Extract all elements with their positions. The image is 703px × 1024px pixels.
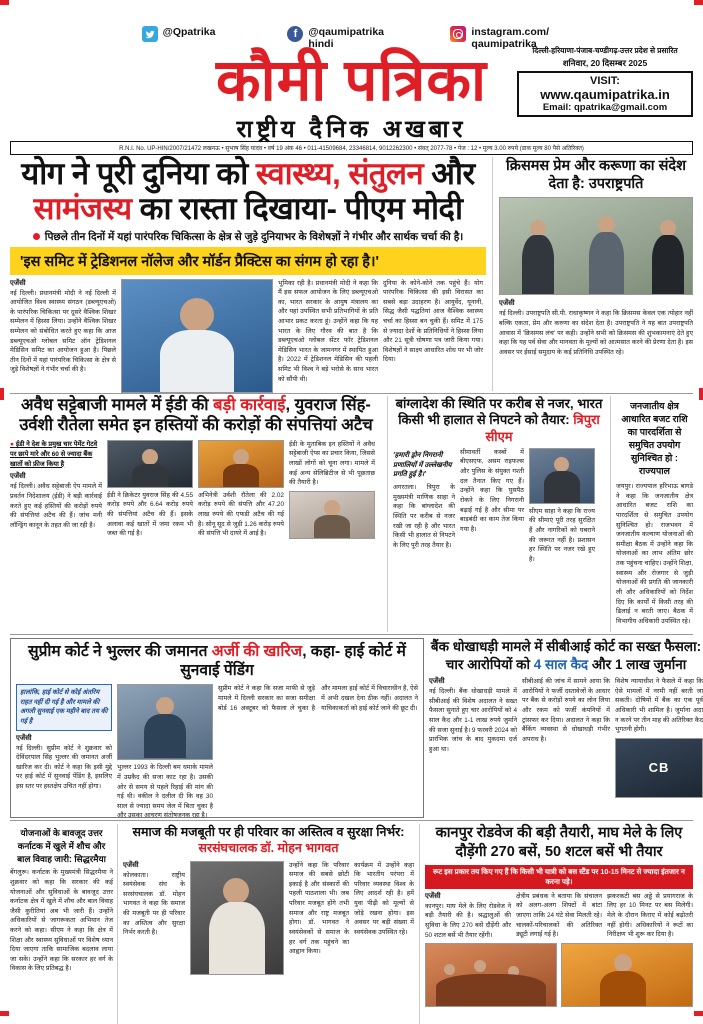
facebook-icon: f [287,26,303,42]
sc-note-box: हालांकि, हाई कोर्ट से कोई अंतरिम राहत नहीं दी गई है और मामले की अगली सुनवाई एक महीने बाद तय की गई है [16,684,112,730]
social-twitter[interactable] [142,26,216,50]
kanpur-column-2 [516,892,602,940]
kanpur-column-3 [607,892,693,940]
vp-headline: क्रिसमस प्रेम और करूणा का संदेश देता है: उपराष्ट्रपति [506,158,686,193]
cbi-body-3: विशेष न्यायाधीश ने फैसले में कहा कि ऐसे मामलों में नरमी नहीं बरती जा सकती। दोषियों में बैंक का एक पूर्व अधिकारी भी शामिल है। जुर्माना अदा न करने पर तीन माह की अतिरिक्त कैद भुगतनी होगी। [615,678,703,734]
bd-body-3: सीएम साहा ने कहा कि राज्य की सीमाएं पूरी तरह सुरक्षित हैं और नागरिकों को घबराने की जरूरत नहीं है। प्रशासन हर स्थिति पर नजर रखे हुए है। [529,507,595,563]
photo-celebrity [198,440,284,488]
main-column-3 [383,279,483,393]
main-columns [10,279,486,393]
kanpur-photos [425,943,693,1007]
byline: एजेंसी [123,861,139,869]
twitter-handle: @Qpatrika [162,26,216,38]
main-body-2: भूमिका रही है। प्रधानमंत्री मोदी ने कहा कि मैं इस सफल आयोजन के लिए डब्ल्यूएचओ का, भारत सरकार के आयुष मंत्रालय का और यहां उपस्थित सभी प्रतिभागियों के प्रति आभार प्रकट करता हूं। उन्होंने कहा कि यह भारत के लिए गौरव की बात है कि डब्ल्यूएचओ ग्लोबल सेंटर फॉर ट्रेडिशनल मेडिसिन भारत के जामनगर में स्थापित हुआ है। 2022 में ट्रेडिशनल मेडिसिन की पहली समिट भी विश्व ने बड़े भरोसे के साथ भारत को सौंपी थी। [278,279,378,383]
bd-body-2: सीमावर्ती कस्बों में बीएसएफ, असम राइफल्स और पुलिस के संयुक्त गश्ती दल तैनात किए गए हैं। उन्होंने कहा कि घुसपैठ रोकने के लिए निगरानी बढ़ाई गई है और सीमा पर बाड़बंदी का काम तेज किया गया है। [460,448,524,533]
story-kanpur-roadways [420,824,693,1024]
twitter-icon [142,26,158,42]
bangladesh-columns [393,448,605,565]
edition-line: दिल्ली-हरियाणा-पंजाब-चण्डीगढ़-उत्तर प्रदेश से प्रसारित [532,46,678,56]
bhagwat-column-1 [123,861,185,975]
website-link[interactable]: www.qaumipatrika.in [540,87,670,103]
photo-yuvraj-singh [107,440,193,488]
print-mark [699,388,703,400]
ed-column-2 [107,440,193,542]
cbi-body-2: सीबीआई की जांच में सामने आया कि आरोपियों ने फर्जी दस्तावेजों के आधार पर बैंक से करोड़ों रुपये का लोन लिया और रकम को फर्जी कंपनियों में ट्रांसफर कर दिया। अदालत ने कहा कि बैंकिंग व्यवस्था से धोखाधड़ी गंभीर अपराध है। [522,678,610,743]
kanpur-columns [425,892,693,940]
sc-columns [16,684,418,821]
cbi-column-1 [429,677,517,798]
ed-body-2: ईडी ने क्रिकेटर युवराज सिंह की 4.55 करोड़ रुपये और 6.64 करोड़ रुपये की संपत्तियां अटैच की हैं। इसके अलावा कई खातों में जमा रकम भी जब्त की गई है। [107,491,193,538]
court-band [0,638,703,818]
print-mark [0,1011,9,1016]
main-headline: योग ने पूरी दुनिया को स्वास्थ्य, संतुलन और सामंजस्य का रास्ता दिखाया- पीएम मोदी [21,156,475,226]
print-mark [694,1011,703,1016]
bullet-dot-icon [33,233,40,240]
sc-body-3: सुप्रीम कोर्ट ने कहा कि सजा माफी से जुड़े मामले में दिल्ली सरकार का सजा समीक्षा बोर्ड 16 अक्टूबर को फैसला ले चुका है और मामला हाई कोर्ट में विचाराधीन है, ऐसे में अभी दखल देना ठीक नहीं। अदालत ने याचिकाकर्ता को हाई कोर्ट जाने की छूट दी। [218,685,418,712]
kanpur-body-3: झकरकटी बस अड्डे से प्रयागराज के लिए हर 10 मिनट पर बस मिलेगी। मेले के दौरान किराए में कोई बढ़ोतरी नहीं होगी। अधिकारियों ने रूटों का निरीक्षण भी शुरू कर दिया है। [607,892,693,939]
karnataka-body: बेंगलुरू। कर्नाटक के मुख्यमंत्री सिद्धरमैया ने शुक्रवार को कहा कि सरकार की कई योजनाओं और सुविधाओं के बावजूद उत्तर कर्नाटक क्षेत्र में खुले में शौच और बाल विवाह जैसी कुरीतियां अब भी जारी हैं। उन्होंने अधिकारियों से जागरूकता अभियान तेज करने को कहा। सीएम ने कहा कि क्षेत्र में शिक्षा और स्वास्थ्य सुविधाओं पर विशेष ध्यान दिया जाएगा ताकि सामाजिक बदलाव लाया जा सके। उन्होंने कहा कि सरकार हर वर्ग के विकास के लिए प्रतिबद्ध है। [10,869,113,973]
ed-headline: अवैध सट्टेबाजी मामले में ईडी की बड़ी कार्रवाई, युवराज सिंह- उर्वशी रौतेला समेत इन हस्तियों की करोड़ों की संपत्तियां अटैच [19,396,373,434]
social-header [0,0,703,52]
story-yoga-pm-modi [10,157,493,391]
kanpur-body-1: कानपुर। माघ मेले के लिए रोडवेज ने बड़ी तैयारी की है। श्रद्धालुओं की सुविधा के लिए 270 बसें दौड़ेंगी और 50 शटल बसें भी तैयार रहेंगी। [425,902,511,939]
main-body-3: दुनिया के कोने-कोने तक पहुंचे हैं। योग पारंपरिक चिकित्सा की इसी विरासत का सबसे बड़ा उदाहरण है। आयुर्वेद, यूनानी, सिद्ध जैसी पद्धतियां आज वैश्विक स्वास्थ्य चर्चा का हिस्सा बन चुकी हैं। समिट में 175 से ज्यादा देशों के प्रतिनिधियों ने हिस्सा लिया और 21 सूत्री घोषणा पत्र जारी किया गया। विशेषज्ञों ने साक्ष्य आधारित शोध पर भी जोर दिया। [383,279,483,364]
bd-quote: 'हमारी ड्रोन निगरानी प्रणालियों में उल्लेखनीय प्रगति हुई है।' [393,451,452,479]
visit-label: VISIT: [590,75,620,88]
print-mark [0,0,9,5]
bd-body-1: अगरतला। त्रिपुरा के मुख्यमंत्री माणिक साहा ने कहा कि बांग्लादेश की स्थिति पर करीब से नजर रखी जा रही है और भारत किसी भी हालात से निपटने के लिए पूरी तरह तैयार है। [393,484,455,549]
sc-column-2 [117,684,213,821]
cbi-body-1: नई दिल्ली। बैंक धोखाधड़ी मामले में सीबीआई की विशेष अदालत ने सख्त फैसला सुनाते हुए चार आरोपियों को 4 साल कैद और 1-1 लाख रुपये जुर्माने की सजा सुनाई है। 9 फरवरी 2024 को प्रारंभिक जांच के बाद मुकदमा दर्ज हुआ था। [429,688,517,753]
story-vp-christmas [493,157,693,391]
kanpur-body-2: क्षेत्रीय प्रबंधक ने बताया कि संचालन को अलग-अलग शिफ्टों में बांटा जाएगा ताकि 24 घंटे सेवा मिलती रहे। चालकों-परिचालकों की अतिरिक्त ड्यूटी लगाई गई है। [516,892,602,939]
karnataka-headline: योजनाओं के बावजूद उत्तर कर्नाटक में खुले में शौच और बाल विवाह जारी: सिद्धरमैया [17,828,106,864]
section-divider [10,634,693,635]
ed-bullet-point: ● ईडी ने देश के प्रमुख चार पेमेंट गेटवे पर छापे मारे और 60 से ज्यादा बैंक खातों को फ्रीज किया है [10,440,102,470]
social-facebook[interactable] [287,26,385,51]
main-quote-strip: 'इस समिट में ट्रेडिशनल नॉलेज और मॉर्डन प्रैक्टिस का संगम हो रहा है।' [10,247,486,275]
paper-subtitle: राष्ट्रीय दैनिक अखबार [236,116,467,144]
byline: एजेंसी [499,300,515,308]
photo-cbi-logo: CB [615,738,703,798]
bhagwat-body-2: उन्होंने कहा कि परिवार समाज की सबसे छोटी इकाई है और संस्कारों की पहली पाठशाला भी। जब परिवार मजबूत होंगे तभी समाज और राष्ट्र मजबूत होगा। डॉ. भागवत ने स्वयंसेवकों से समाज के हर वर्ग तक पहुंचने का आह्वान किया। [289,861,349,956]
cbi-column-3 [615,677,703,798]
section-divider [10,393,693,394]
main-column-2 [278,279,378,393]
photo-urvashi-rautela [289,491,375,539]
kanpur-column-1 [425,892,511,940]
story-karnataka [10,824,118,1024]
byline: एजेंसी [16,734,32,742]
photo-vp-christmas-lunch [499,197,693,295]
ed-columns [10,440,382,542]
ed-body-1: नई दिल्ली। अवैध सट्टेबाजी ऐप मामले में प्रवर्तन निदेशालय (ईडी) ने बड़ी कार्रवाई करते हुए कई हस्तियों की करोड़ों रुपये की संपत्तियां अटैच की हैं। जांच मनी लॉन्ड्रिंग कानून के तहत की जा रही है। [10,483,102,529]
story-supreme-court [10,638,424,818]
byline: एजेंसी [425,892,441,900]
photo-saffron-leader [561,943,693,1007]
rni-line: R.N.I. No. UP-HIN/2007/21472 लखनऊ • सुभाष सिंह यादव • वर्ष 19 अंक 46 • 011-41509684, 23346814, 9012262300 • संवत् 2077-78 • पेज : 12 • मूल्य 3.00 रुपये (डाक मूल्य 80 पैसे अतिरिक्त) [10,141,693,155]
top-band [0,157,703,391]
cbi-column-2 [522,677,610,798]
photo-tripura-cm [529,448,595,504]
story-ed-betting [10,396,388,632]
photo-mohan-bhagwat [190,861,284,975]
governor-body: जयपुर। राज्यपाल हरिभाऊ बागडे ने कहा कि जनजातीय क्षेत्र आधारित बजट राशि का पारदर्शिता से समुचित उपयोग सुनिश्चित हो। राजभवन में जनजातीय कल्याण योजनाओं की समीक्षा बैठक में उन्होंने कहा कि योजनाओं का लाभ अंतिम छोर तक पहुंचना चाहिए। उन्होंने शिक्षा, स्वास्थ्य और रोजगार से जुड़ी योजनाओं की प्रगति की जानकारी ली और अधिकारियों को निर्देश दिए कि कार्यों में किसी तरह की ढिलाई न बरती जाए। बैठक में विभागीय अधिकारी उपस्थित रहे। [616,483,693,625]
vp-body: नई दिल्ली। उपराष्ट्रपति सी.पी. राधाकृष्णन ने कहा कि क्रिसमस केवल एक त्योहार नहीं बल्कि एकता, प्रेम और करुणा का संदेश देता है। उपराष्ट्रपति ने यह बात उपराष्ट्रपति आवास में 'क्रिसमस लंच' पर कही। उन्होंने सभी को क्रिसमस की शुभकामनाएं देते हुए कहा कि यह पर्व सेवा और मानवता के मूल्यों को आत्मसात करने की प्रेरणा देता है। इस अवसर पर ईसाई समुदाय के कई प्रतिनिधि उपस्थित रहे। [499,310,693,356]
governor-headline: जनजातीय क्षेत्र आधारित बजट राशि का पारदर्शिता से समुचित उपयोग सुनिश्चित हो : राज्यपाल [621,401,688,477]
instagram-icon [450,26,466,42]
bangladesh-headline: बांग्लादेश की स्थिति पर करीब से नजर, भारत किसी भी हालात से निपटने को तैयार: त्रिपुरा सीएम [395,396,603,444]
photo-pm-modi [121,279,273,393]
instagram-handle: instagram.com/ qaumipatrika [471,26,550,51]
sc-headline: सुप्रीम कोर्ट ने भुल्लर की जमानत अर्जी की खारिज, कहा- हाई कोर्ट में सुनवाई पेंडिंग [28,643,406,679]
ed-column-1 [10,440,102,542]
print-mark [0,388,4,400]
paper-title: कौमी पत्रिका [216,48,487,114]
bd-column-1 [393,448,455,565]
main-body-1: नई दिल्ली। प्रधानमंत्री मोदी ने नई दिल्ली में आयोजित विश्व स्वास्थ्य संगठन (डब्ल्यूएचओ) के पारंपरिक चिकित्सा पर दूसरे वैश्विक शिखर सम्मेलन में हिस्सा लिया। उन्होंने वैश्विक शिखर सम्मेलन को संबोधित करते हुए कहा कि आज डब्ल्यूएचओ ग्लोबल समिट ऑन ट्रेडिशनल मेडिसिन समिट का आयोजन हुआ है। पिछले तीन दिनों में यहां पारंपरिक चिकित्सा के क्षेत्र से जुड़े विशेषज्ञों ने गंभीर चर्चा की है। [10,289,116,374]
photo-supreme-court [117,684,213,760]
email-link[interactable]: Email: qpatrika@gmail.com [542,102,668,114]
story-bhagwat [118,824,420,1024]
main-subhead: पिछले तीन दिनों में यहां पारंपरिक चिकित्सा के क्षेत्र से जुड़े दुनियाभर के विशेषज्ञों ने गंभीर और सार्थक चर्चा की है। [10,230,486,244]
sc-body-2: भुल्लर 1993 के दिल्ली बम धमाके मामले में उम्रकैद की सजा काट रहा है। उसकी ओर से समय से पहले रिहाई की मांग की गई थी। वकील ने दलील दी कि वह 30 साल से ज्यादा समय जेल में बिता चुका है और उसका आचरण संतोषजनक रहा है। [117,764,213,820]
ed-column-4 [289,440,375,542]
facebook-handle: @qaumipatrika hindi [308,26,385,51]
byline: एजेंसी [429,678,445,686]
byline: एजेंसी [10,279,26,287]
sc-column-1 [16,684,112,821]
kanpur-headline: कानपुर रोडवेज की बड़ी तैयारी, माघ मेले के लिए दौड़ेंगी 270 बसें, 50 शटल बसें भी तैयार [435,825,683,860]
masthead [0,46,703,144]
story-cbi-verdict [429,638,703,818]
bhagwat-columns [123,861,414,975]
main-column-1 [10,279,116,393]
bd-column-2 [460,448,524,565]
date-line: शनिवार, 20 दिसम्बर 2025 [562,58,648,69]
ed-body-3: अभिनेत्री उर्वशी रौतेला की 2.02 करोड़ रुपये की संपत्ति और 47.20 लाख रुपये की एफडी अटैच की गई है। सोनू सूद से जुड़ी 1.26 करोड़ रुपये की संपत्ति भी दायरे में आई है। [198,491,284,538]
story-bangladesh [388,396,611,632]
ed-column-3 [198,440,284,542]
byline: एजेंसी [10,473,26,481]
bottom-band [0,824,703,1024]
bhagwat-body-1: कोलकाता। राष्ट्रीय स्वयंसेवक संघ के सरसंघचालक डॉ. मोहन भागवत ने कहा कि समाज की मजबूती पर ही परिवार का अस्तित्व और सुरक्षा निर्भर करती है। [123,871,185,937]
kanpur-highlight-strip: रूट इस प्रकार तय किए गए हैं कि किसी भी यात्री को बस स्टैंड पर 10-15 मिनट से ज्यादा इंतजार न करना पड़े। [425,865,693,889]
middle-band [0,396,703,632]
bhagwat-column-2 [289,861,349,975]
print-mark [694,0,703,5]
photo-magh-mela-crowd [425,943,557,1007]
story-governor [611,396,693,632]
bhagwat-headline: समाज की मजबूती पर ही परिवार का अस्तित्व व सुरक्षा निर्भर: सरसंघचालक डॉ. मोहन भागवत [132,825,405,856]
ed-body-4: ईडी के मुताबिक इन हस्तियों ने अवैध सट्टेबाजी ऐप्स का प्रचार किया, जिससे लाखों लोगों को चूना लगा। मामले में कई अन्य सेलिब्रिटीज से भी पूछताछ की तैयारी है। [289,440,375,487]
bhagwat-body-3: कार्यक्रम में उन्होंने कहा कि भारतीय परंपरा में परिवार व्यवस्था विश्व के लिए आदर्श रही है। हमें युवा पीढ़ी को मूल्यों से जोड़े रखना होगा। इस अवसर पर बड़ी संख्या में स्वयंसेवक उपस्थित रहे। [354,861,414,936]
cbi-columns [429,677,703,798]
masthead-right [517,46,693,117]
bd-column-3 [529,448,595,565]
sc-body-1: नई दिल्ली। सुप्रीम कोर्ट ने शुक्रवार को देविंदरपाल सिंह भुल्लर की जमानत अर्जी खारिज कर दी। कोर्ट ने कहा कि इसी मुद्दे पर हाई कोर्ट में सुनवाई पेंडिंग है, इसलिए इस स्तर पर हस्तक्षेप उचित नहीं होगा। [16,744,112,790]
visit-box [517,71,693,117]
bhagwat-column-3 [354,861,414,975]
cbi-headline: बैंक धोखाधड़ी मामले में सीबीआई कोर्ट का सख्त फैसला: चार आरोपियों को 4 साल कैद और 1 लाख जुर्माना [430,639,702,672]
